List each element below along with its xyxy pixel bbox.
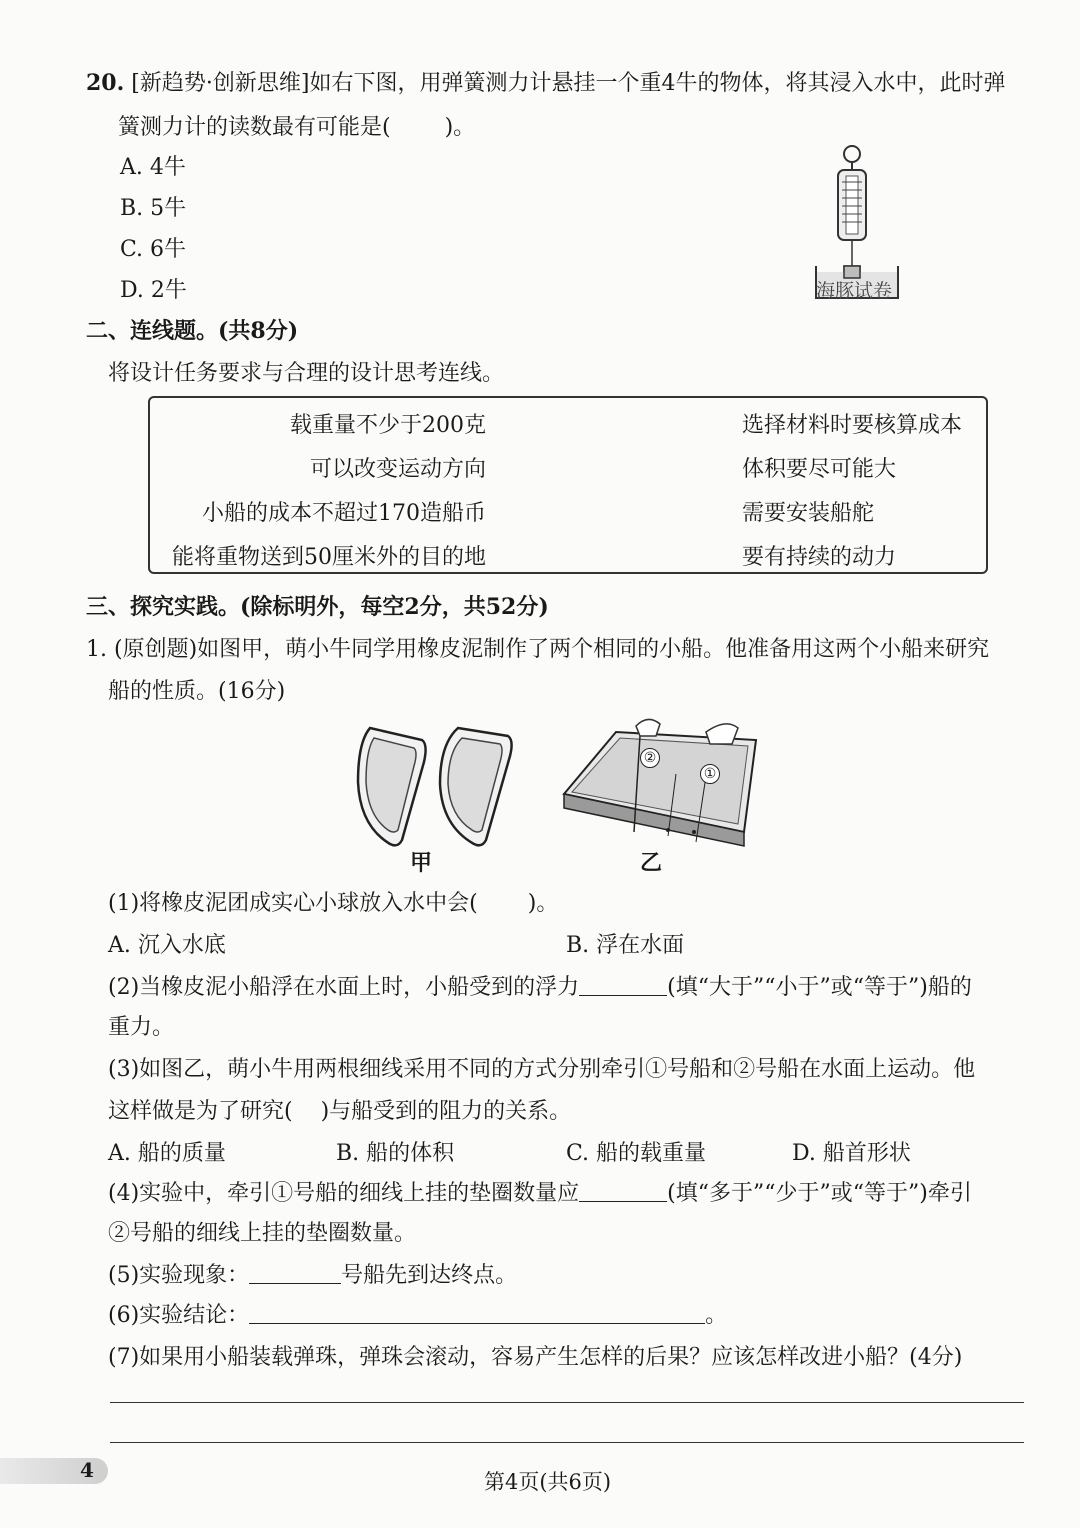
- sub1-option-b[interactable]: B. 浮在水面: [566, 933, 685, 958]
- sub3-option-c[interactable]: C. 船的载重量: [566, 1141, 707, 1166]
- sub4-line2: ②号船的细线上挂的垫圈数量。: [108, 1221, 417, 1246]
- match-right-3[interactable]: 需要安装船舵: [742, 501, 875, 526]
- answer-line-2[interactable]: [110, 1442, 1024, 1443]
- section2-heading: 二、连线题。(共8分): [86, 318, 299, 344]
- sub3-option-a[interactable]: A. 船的质量: [108, 1141, 226, 1166]
- figure-label-yi: 乙: [640, 850, 663, 876]
- match-right-2[interactable]: 体积要尽可能大: [742, 457, 897, 482]
- q20-option-d[interactable]: D. 2牛: [120, 278, 187, 303]
- clay-boats-figure: [350, 722, 520, 852]
- sub4-blank[interactable]: [579, 1200, 667, 1202]
- sub2-line2: 重力。: [108, 1015, 175, 1040]
- q1-line1: 1. (原创题)如图甲，萌小牛同学用橡皮泥制作了两个相同的小船。他准备用这两个小船来研究: [86, 637, 990, 662]
- q20-option-b[interactable]: B. 5牛: [120, 196, 187, 221]
- q20-option-a[interactable]: A. 4牛: [120, 155, 186, 180]
- match-right-4[interactable]: 要有持续的动力: [742, 545, 897, 570]
- q20-line2: 簧测力计的读数最有可能是( )。: [118, 115, 476, 140]
- page-number-badge: 4: [80, 1458, 94, 1482]
- sub2: (2)当橡皮泥小船浮在水面上时，小船受到的浮力 (填“大于”“小于”或“等于”)船的: [108, 975, 972, 1000]
- sub4: (4)实验中，牵引①号船的细线上挂的垫圈数量应 (填“多于”“少于”或“等于”)牵引: [108, 1181, 972, 1206]
- q20-number: 20.: [86, 70, 125, 96]
- match-left-3[interactable]: 小船的成本不超过170造船币: [202, 501, 486, 526]
- matching-box: [148, 396, 988, 574]
- sub6: (6)实验结论： 。: [108, 1303, 728, 1328]
- sub3-line2: 这样做是为了研究( )与船受到的阻力的关系。: [108, 1099, 572, 1124]
- sub5-blank[interactable]: [249, 1282, 341, 1284]
- section2-instruction: 将设计任务要求与合理的设计思考连线。: [108, 361, 505, 386]
- sub3-option-b[interactable]: B. 船的体积: [336, 1141, 455, 1166]
- q20-line1: [86, 66, 1005, 97]
- q20-option-c[interactable]: C. 6牛: [120, 237, 187, 262]
- sub2-blank[interactable]: [579, 994, 667, 996]
- boat-2-label: ②: [640, 748, 660, 768]
- watermark: 海豚试卷: [816, 280, 893, 302]
- q20-tag: [新趋势·创新思维]: [131, 71, 310, 96]
- section3-heading: 三、探究实践。(除标明外，每空2分，共52分): [86, 594, 549, 620]
- match-left-2[interactable]: 可以改变运动方向: [309, 457, 486, 482]
- match-left-1[interactable]: 载重量不少于200克: [290, 413, 486, 438]
- water-tank-figure: [556, 714, 760, 854]
- sub1-option-a[interactable]: A. 沉入水底: [108, 933, 226, 958]
- match-left-4[interactable]: 能将重物送到50厘米外的目的地: [172, 545, 486, 570]
- sub6-blank[interactable]: [249, 1322, 705, 1324]
- figure-label-jia: 甲: [410, 850, 433, 876]
- sub3-line1: (3)如图乙，萌小牛用两根细线采用不同的方式分别牵引①号船和②号船在水面上运动。他: [108, 1057, 976, 1082]
- sub7: (7)如果用小船装载弹珠，弹珠会滚动，容易产生怎样的后果？应该怎样改进小船？(4分): [108, 1345, 963, 1370]
- match-right-1[interactable]: 选择材料时要核算成本: [742, 413, 963, 438]
- sub1: (1)将橡皮泥团成实心小球放入水中会( )。: [108, 891, 559, 916]
- boat-1-label: ①: [700, 764, 720, 784]
- sub3-option-d[interactable]: D. 船首形状: [792, 1141, 911, 1166]
- q20-text: 如右下图，用弹簧测力计悬挂一个重4牛的物体，将其浸入水中，此时弹: [309, 71, 1006, 96]
- page-indicator: 第4页(共6页): [484, 1470, 612, 1494]
- answer-line-1[interactable]: [110, 1402, 1024, 1403]
- q1-line2: 船的性质。(16分): [108, 679, 286, 704]
- sub5: (5)实验现象： 号船先到达终点。: [108, 1263, 518, 1288]
